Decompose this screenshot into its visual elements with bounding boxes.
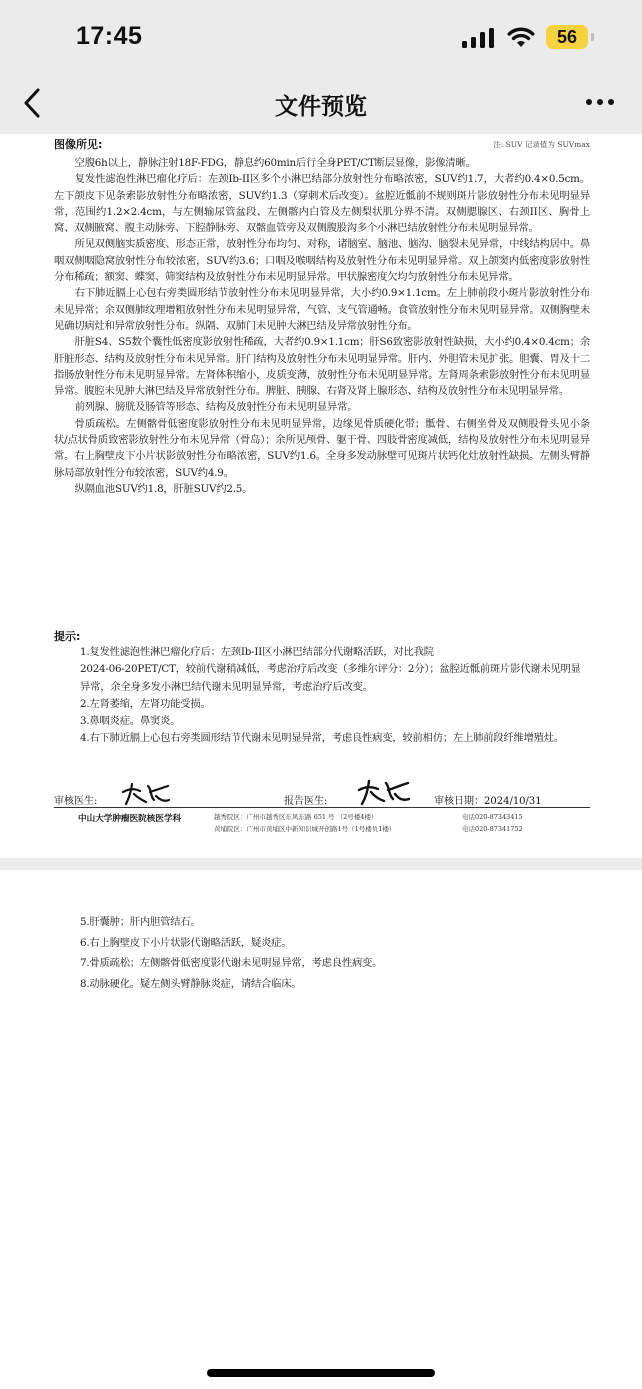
navigation-bar [0,76,642,134]
suv-note: 注: SUV 记录值为 SUVmax [493,140,590,149]
tip-item: 3.鼻咽炎症。鼻窦炎。 [80,715,181,728]
findings-paragraph: 肝脏S4、S5数个囊性低密度影放射性稀疏，大者约0.9×1.1cm；肝S6致密影放射性缺损，大小约0.4×0.4cm；余肝脏形态、结构及放射性分布未见异常。肝门结构及放射性分布未见明显异常。肝内、外胆管未见扩张。胆囊、胃及十二指肠放射性分布未见明显异常。左肾体积缩小，皮质变薄，放射性分布未见明显异常。左肾周条索影放射性分布未见明显异常。腹腔未见肿大淋巴结及异常放射性分布。脾脏、胰腺、右肾及肾上腺形态、结构及放射性分布未见明显异常。 [54,336,590,398]
tips-title: 提示: [54,630,81,643]
cellular-signal-icon [461,27,495,49]
tips-list-continued [80,912,590,995]
tip-item: 4.右下肺近膈上心包右旁类圆形结节代谢未见明显异常，考虑良性病变，较前相仿；左上肺前段纤维增殖灶。 [80,732,564,745]
findings-paragraph: 纵隔血池SUV约1.8，肝脏SUV约2.5。 [74,482,253,495]
tip-item: 2024-06-20PET/CT，较前代谢稍减低，考虑治疗后改变（多维尔评分：2分）；盆腔近骶前斑片影代谢未见明显异常，余全身多发小淋巴结代谢未见明显异常，考虑治疗后改变。 [80,663,581,693]
address-line: 黄埔院区：广州市黄埔区中新知识城开创路1号（1号楼负1楼） [214,825,396,833]
findings-paragraph: 骨质疏松。左侧髂骨低密度影放射性分布未见明显异常，边缘见骨质硬化带；骶骨、右侧坐骨及双侧股骨头见小条状/点状骨质致密影放射性分布未见异常（骨岛）；余所见颅骨、躯干骨、四肢骨密度减低，结构及放射性分布未见明显异常。右上胸壁皮下小片状影放射性分布略浓密，SUV约1.6。全身多发动脉壁可见斑片状钙化灶放射性缺损。左侧头臂静脉局部放射性分布较浓密，SUV约4.9。 [54,417,590,479]
findings-section [54,136,590,497]
tip-item: 2.左肾萎缩，左肾功能受损。 [80,697,211,710]
page-title: 文件预览 [275,94,367,120]
reviewer-signature-icon [120,780,170,806]
battery-tip [591,33,594,41]
reporter-label: 报告医生: [284,796,328,807]
tips-list [80,644,590,748]
document-page-1 [0,134,642,858]
findings-title: 图像所见: [54,138,103,151]
tip-item: 5.肝囊肿；肝内胆管结石。 [80,916,201,928]
tip-item: 6.右上胸壁皮下小片状影代谢略活跃，疑炎症。 [80,936,292,949]
tip-item: 1.复发性滤泡性淋巴瘤化疗后：左颈Ib-II区小淋巴结部分代谢略活跃，对比我院 [80,646,434,658]
more-options-icon[interactable] [584,88,616,116]
findings-body [54,155,590,497]
status-time: 17:45 [76,22,143,50]
phone-line: 电话020-87343415 [462,813,523,821]
reporter-signature-icon [356,776,410,806]
wifi-icon [506,25,536,49]
divider [54,807,590,808]
signature-row [54,786,590,808]
findings-paragraph: 前列腺、膀胱及肠管等形态、结构及放射性分布未见明显异常。 [74,401,358,414]
status-bar [0,0,642,76]
findings-paragraph: 所见双侧脑实质密度、形态正常，放射性分布均匀、对称，诸脑室、脑池、脑沟、脑裂未见异常，中线结构居中。鼻咽双侧咽隐窝放射性分布较浓密，SUV约3.6；口咽及喉咽结构及放射性分布未见明显异常。双上颌窦内低密度影放射性分布稀疏；额窦、蝶窦、筛窦结构及放射性分布未见明显异常。甲状腺密度欠均匀放射性分布未见异常。 [54,238,590,284]
review-date: 审核日期：2024/10/31 [434,796,542,807]
findings-paragraph: 右下肺近膈上心包右旁类圆形结节放射性分布未见明显异常，大小约0.9×1.1cm。左上肺前段小斑片影放射性分布未见异常；余双侧肺纹理增粗放射性分布未见明显异常，气管、支气管通畅。食管放射性分布未见明显异常。双侧胸壁未见确切病灶和异常放射性分布。纵隔、双肺门未见肿大淋巴结及异常放射性分布。 [54,287,590,332]
address-line: 越秀院区：广州市越秀区东风东路 651 号 （2号楼4楼） [214,813,378,821]
findings-paragraph: 空腹6h以上，静脉注射18F-FDG，静息约60min后行全身PET/CT断层显像，影像清晰。 [74,157,476,169]
reviewer-label: 审核医生: [54,796,98,807]
document-page-2 [0,870,642,1389]
department-name: 中山大学肿瘤医院核医学科 [78,814,182,824]
home-indicator[interactable] [207,1369,435,1377]
tip-item: 8.动脉硬化。疑左侧头臂静脉炎症，请结合临床。 [80,978,302,991]
battery-level-badge: 56 [546,25,588,49]
findings-paragraph: 复发性滤泡性淋巴瘤化疗后：左颈Ib-II区多个小淋巴结部分放射性分布略浓密，SUV约1.7，大者约0.4×0.5cm。左下颌皮下见条索影放射性分布略浓密，SUV约1.3（穿刺术后改变）。盆腔近骶前不规则斑片影放射性分布未见明显异常，范围约1.2×2.4cm，与左侧输尿管盆段、左侧髂内白管及左侧梨状肌分界不清。双侧腮腺区、右颈II区、胸骨上窝、双侧腋窝、腹主动脉旁、下腔静脉旁、双髂血管旁及双侧腹股沟多个小淋巴结放射性分布未见明显异常。 [54,173,590,235]
tip-item: 7.骨质疏松；左侧髂骨低密度影代谢未见明显异常，考虑良性病变。 [80,957,383,970]
phone-line: 电话020-87341752 [462,825,523,833]
